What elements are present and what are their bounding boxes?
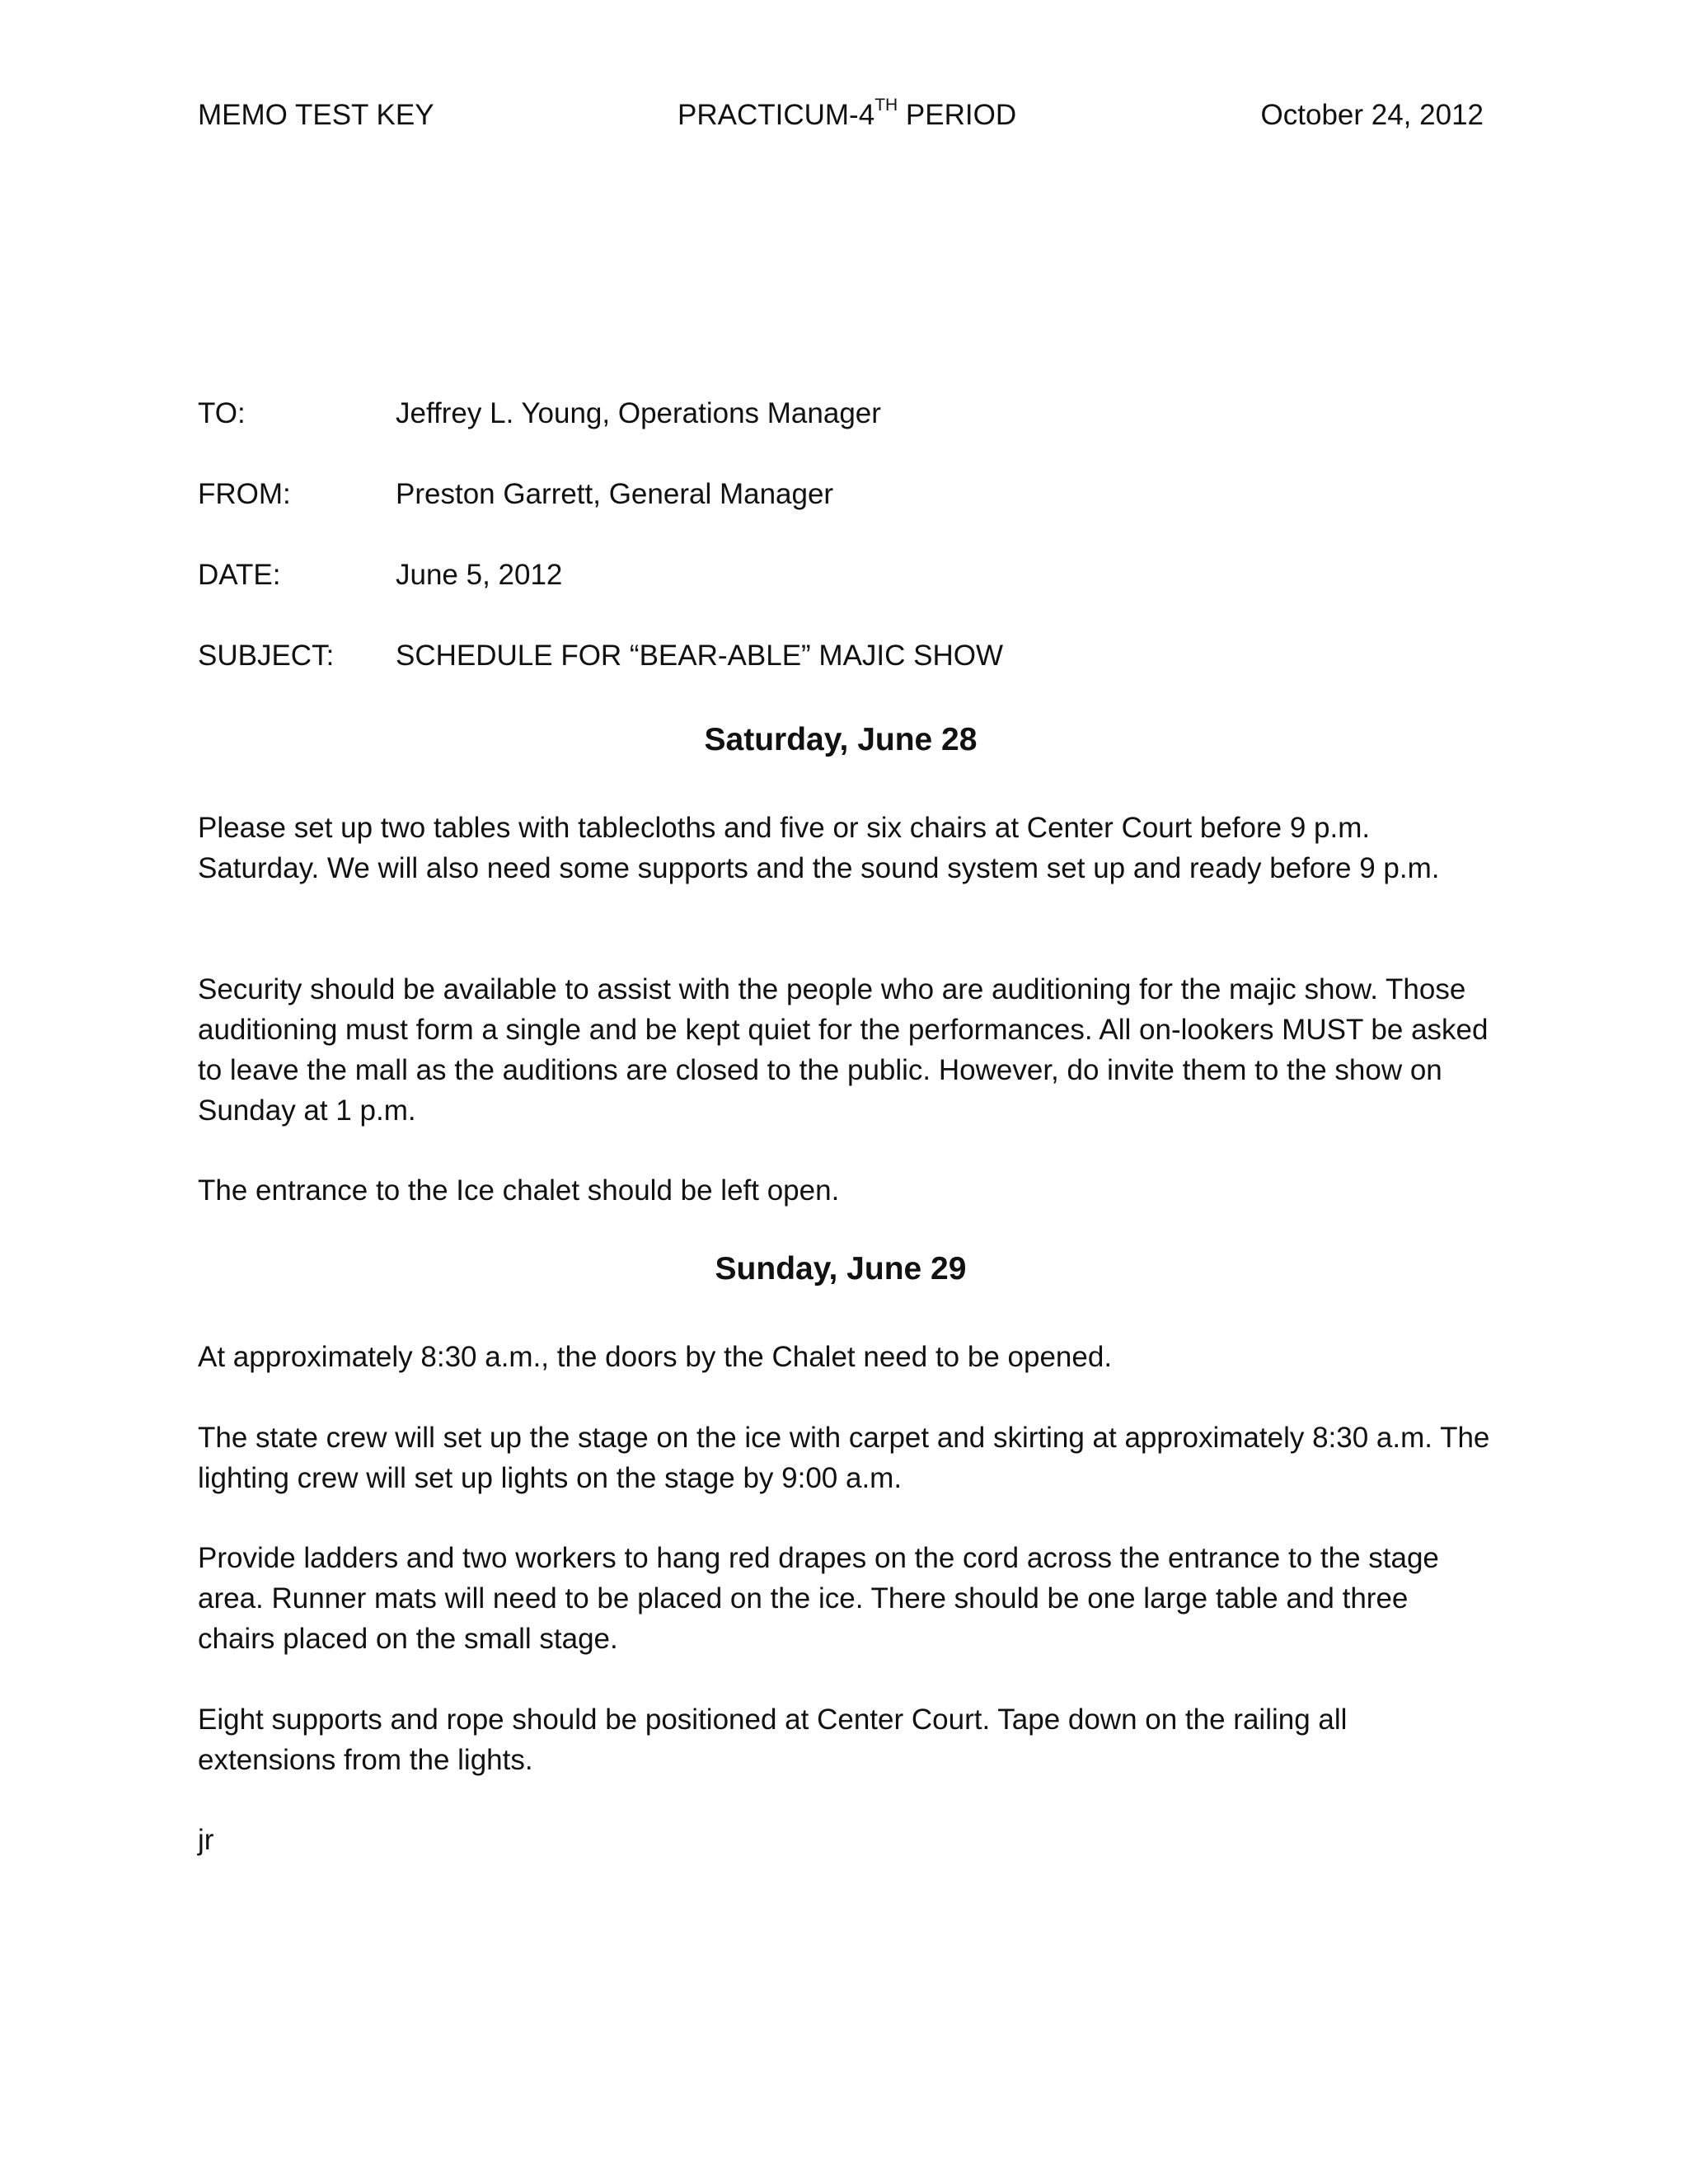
header-title: MEMO TEST KEY: [198, 99, 434, 131]
saturday-paragraph-1: Please set up two tables with tablecloths and five or six chairs at Center Court before 9 p.m. Saturday. We will also need some supports and the sound system set up and ready before 9 p.m.: [198, 812, 1440, 884]
header-course-main: PRACTICUM-4: [678, 99, 875, 131]
memo-to-label: TO:: [198, 397, 246, 429]
memo-from-label: FROM:: [198, 478, 291, 510]
saturday-paragraph-3: The entrance to the Ice chalet should be left open.: [198, 1174, 840, 1207]
page-header: [198, 96, 1484, 140]
memo-subject-value: SCHEDULE FOR “BEAR-ABLE” MAJIC SHOW: [396, 640, 1004, 672]
header-course-sup: TH: [874, 96, 898, 115]
header-course: [678, 96, 1017, 132]
saturday-heading: Saturday, June 28: [704, 722, 978, 757]
memo-date-value: June 5, 2012: [396, 559, 563, 591]
sunday-paragraph-2: The state crew will set up the stage on the ice with carpet and skirting at approximately 8:30 a.m. The lighting crew will set up lights on the stage by 9:00 a.m.: [198, 1422, 1490, 1494]
header-course-tail: PERIOD: [898, 99, 1017, 131]
memo-to-value: Jeffrey L. Young, Operations Manager: [396, 397, 881, 429]
memo-from-value: Preston Garrett, General Manager: [396, 478, 834, 510]
sunday-paragraph-4: Eight supports and rope should be positioned at Center Court. Tape down on the railing all extensions from the lights.: [198, 1704, 1348, 1776]
header-date: October 24, 2012: [1260, 99, 1484, 131]
sunday-heading: Sunday, June 29: [715, 1251, 967, 1286]
saturday-paragraph-2: Security should be available to assist with the people who are auditioning for the majic show. Those auditioning must form a single and be kept quiet for the performances. All on-lookers MUST be asked to leave the mall as the auditions are closed to the public. However, do invite them to the show on Sunday at 1 p.m.: [198, 973, 1489, 1127]
memo-date-label: DATE:: [198, 559, 281, 591]
sunday-paragraph-1: At approximately 8:30 a.m., the doors by the Chalet need to be opened.: [198, 1341, 1113, 1373]
sunday-paragraph-3: Provide ladders and two workers to hang red drapes on the cord across the entrance to the stage area. Runner mats will need to be placed on the ice. There should be one large table and three chairs placed on the small stage.: [198, 1542, 1439, 1655]
typist-initials: jr: [198, 1824, 214, 1856]
memo-subject-label: SUBJECT:: [198, 640, 335, 672]
